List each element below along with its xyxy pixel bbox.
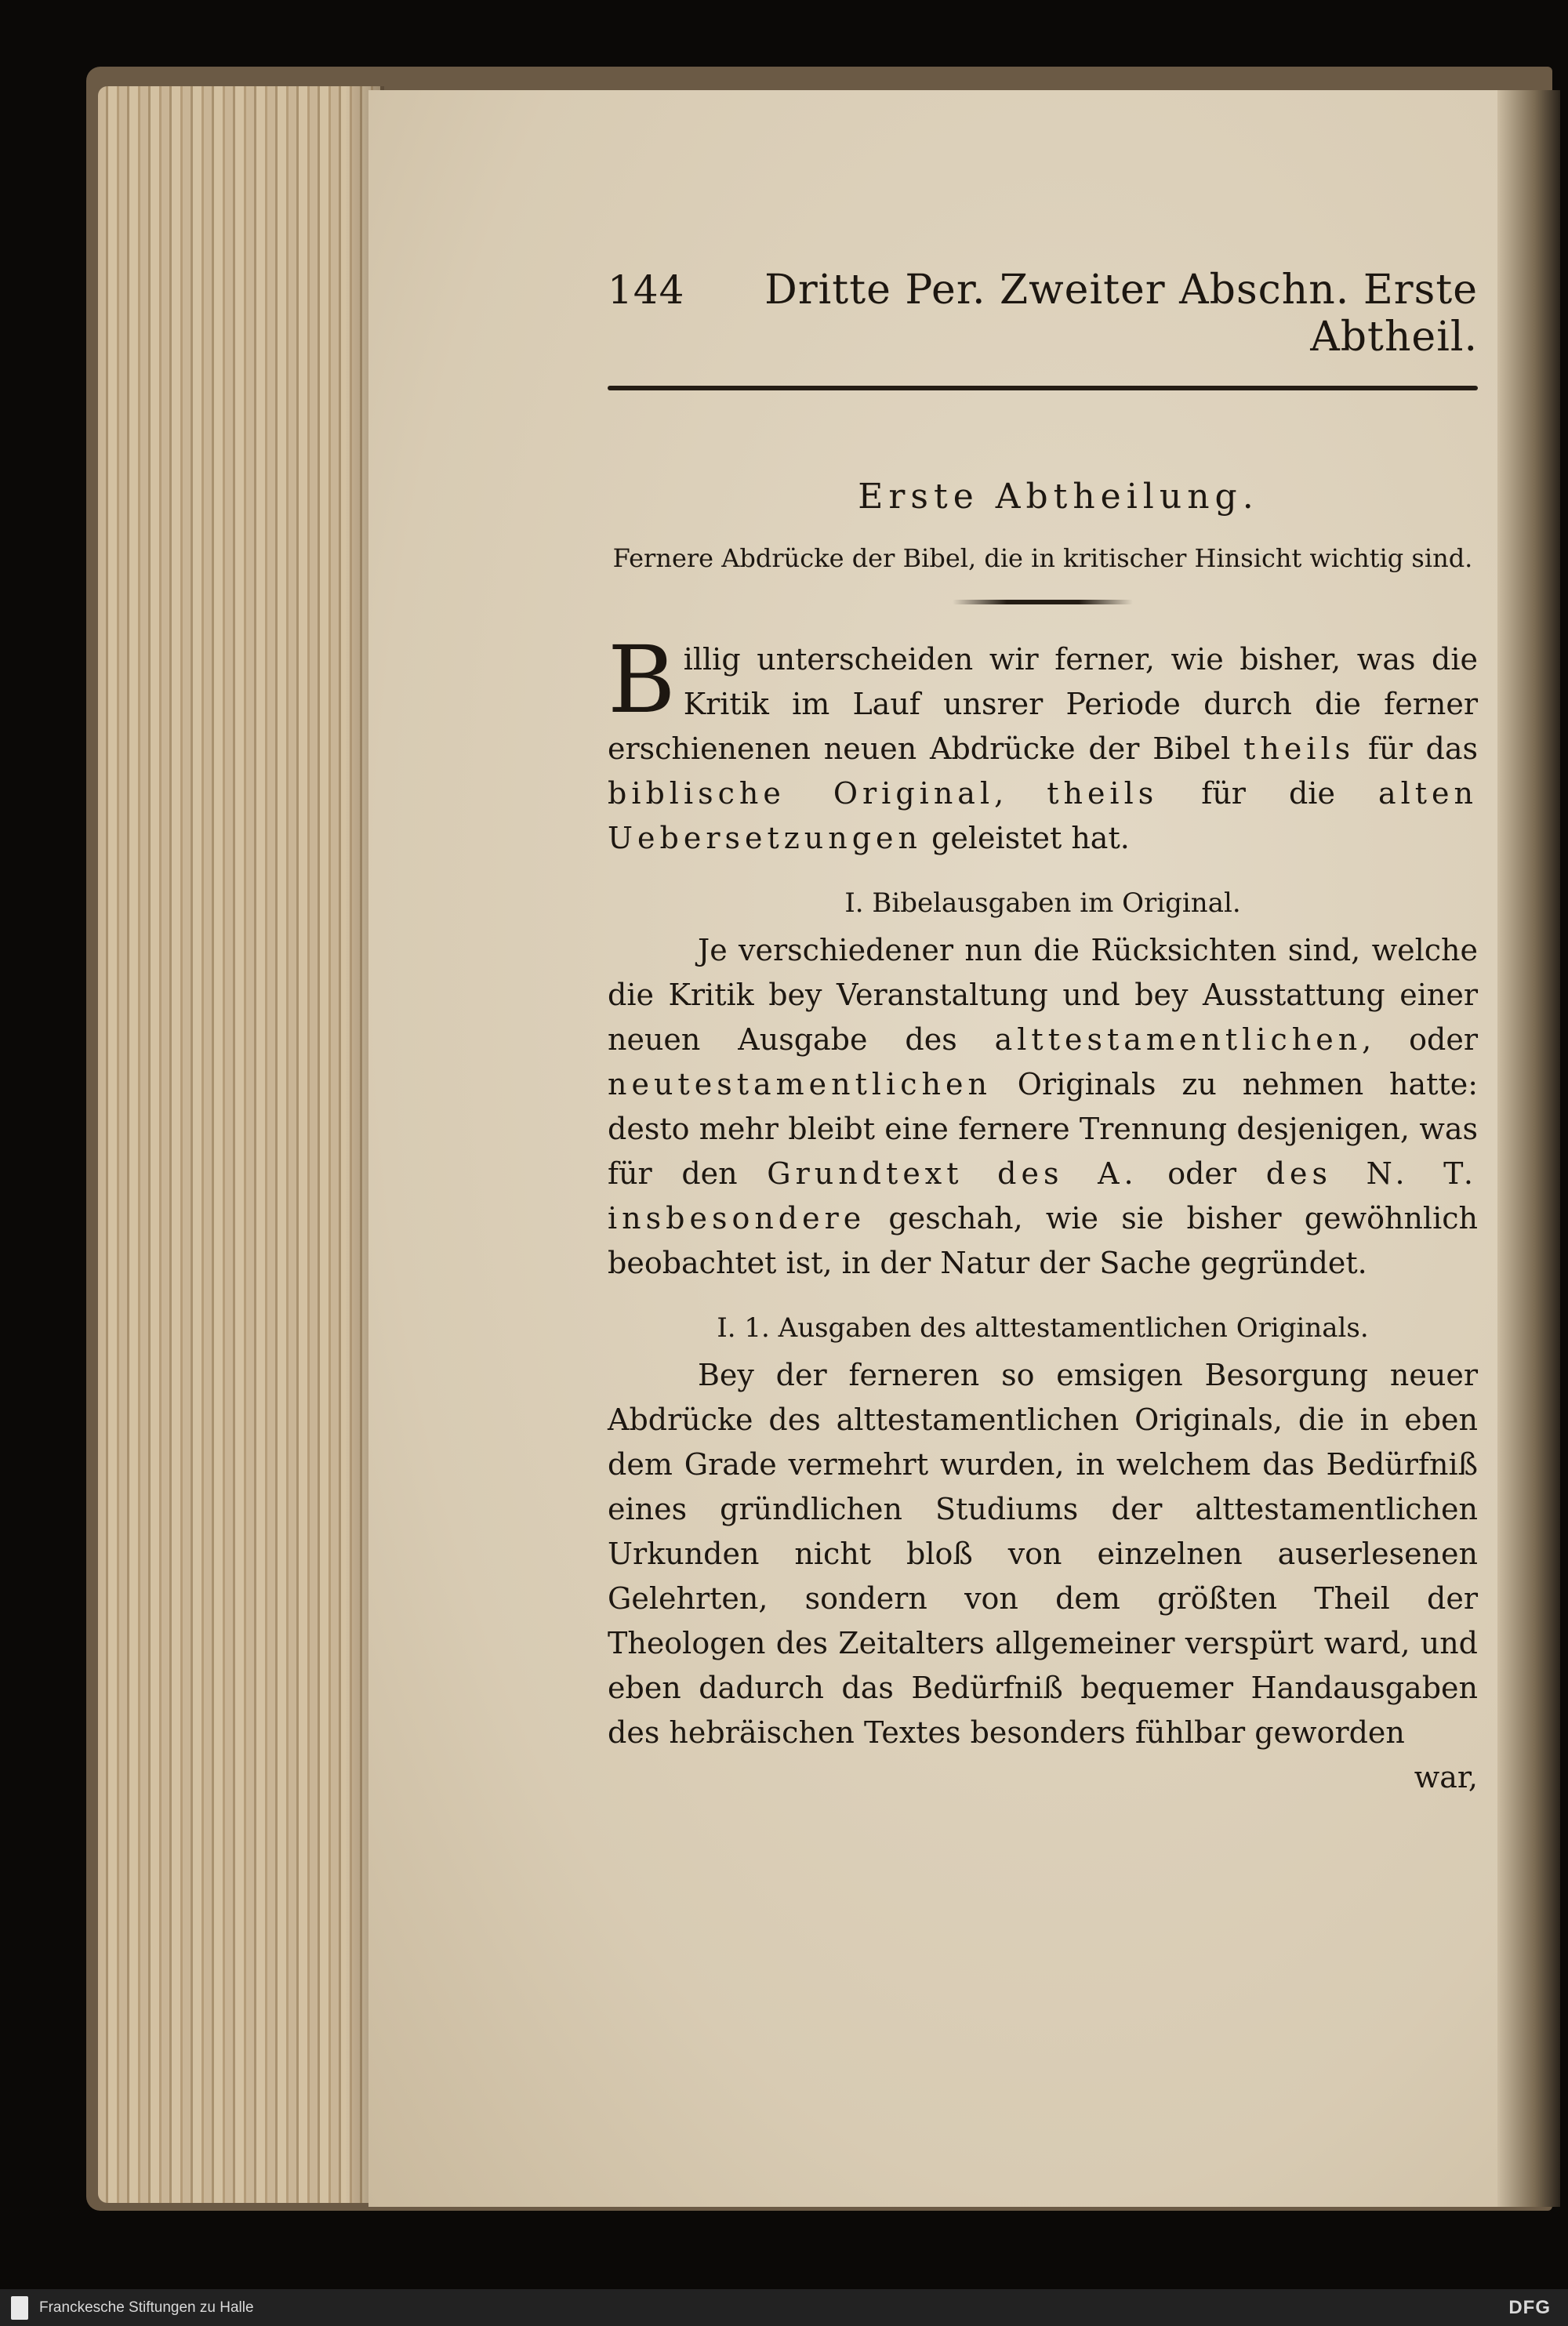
book-gutter [1497,90,1560,2207]
section-subtitle: Fernere Abdrücke der Bibel, die in kritischer Hinsicht wichtig sind. [612,543,1473,573]
paragraph-spaced-text: alttestamentlichen [994,1022,1363,1057]
intro-spaced-text: alten Uebersetzungen [608,776,1478,855]
paragraph-spaced-text: Grundtext des A. [767,1156,1138,1191]
running-head-title: Dritte Per. Zweiter Abschn. Erste Abtheil. [764,267,1478,361]
institution-logo-icon [11,2296,28,2320]
ornament-rule [953,600,1133,604]
subheading-original: I. Bibelausgaben im Original. [844,887,1241,919]
paragraph-original [608,928,1478,1286]
paragraph-spaced-text: des N. T. insbesondere [608,1156,1479,1236]
intro-text: illig unterscheiden wir ferner, wie bisher, was die Kritik im Lauf unsrer Periode durch die ferner erschienenen neuen Abdrücke der Bibel [608,642,1478,766]
intro-paragraph [608,626,1479,861]
intro-spaced-text: biblische Original [608,776,995,811]
paragraph-text: , oder [1362,1022,1478,1057]
intro-text: für das [1355,731,1479,766]
page-text-block [608,267,1478,1800]
paragraph-text: oder [1138,1156,1266,1191]
header-rule [608,386,1478,390]
intro-text: , [994,776,1047,811]
paragraph-spaced-text: neutestamentlichen [608,1067,992,1101]
dfg-logo: DFG [1508,2296,1551,2318]
intro-text: für die [1158,776,1378,811]
drop-cap: B [608,626,676,734]
viewer-footer [0,2289,1568,2326]
intro-text: geleistet hat. [922,821,1130,855]
intro-spaced-text: theils [1243,731,1356,766]
section-title: Erste Abtheilung. [858,477,1259,517]
subheading-old-testament: I. 1. Ausgaben des alttestamentlichen Originals. [717,1312,1369,1344]
paragraph-text: Je verschiedener nun die Rücksichten sind, welche die Kritik bey Veranstaltung und bey Ausstattung einer neuen Ausgabe des [608,933,1478,1057]
intro-spaced-text: theils [1047,776,1159,811]
page-stack-edges [98,86,380,2203]
footer-institution [0,2296,254,2320]
catchword: war, [1414,1760,1478,1794]
institution-name: Franckesche Stiftungen zu Halle [39,2299,254,2316]
page-number: 144 [608,267,685,313]
paragraph-text: geschah, wie sie bisher gewöhnlich beobachtet ist, in der Natur der Sache gegründet. [608,1201,1478,1280]
running-head [608,267,1478,361]
paragraph-old-testament: Bey der ferneren so emsigen Besorgung neuer Abdrücke des alttestamentlichen Originals, die in eben dem Grade vermehrt wurden, in welchem das Bedürfniß eines gründlichen Studiums der alttestamentlichen Urkunden nicht bloß von einzelnen auserlesenen Gelehrten, sondern von dem größten Theil der Theologen des Zeitalters allgemeiner verspürt ward, und eben dadurch das Bedürfniß bequemer Handausgaben des hebräischen Textes besonders fühlbar geworden [608,1358,1478,1750]
paragraph-text: Originals zu nehmen hatte: desto mehr bleibt eine fernere Trennung desjenigen, was für den [608,1067,1478,1191]
